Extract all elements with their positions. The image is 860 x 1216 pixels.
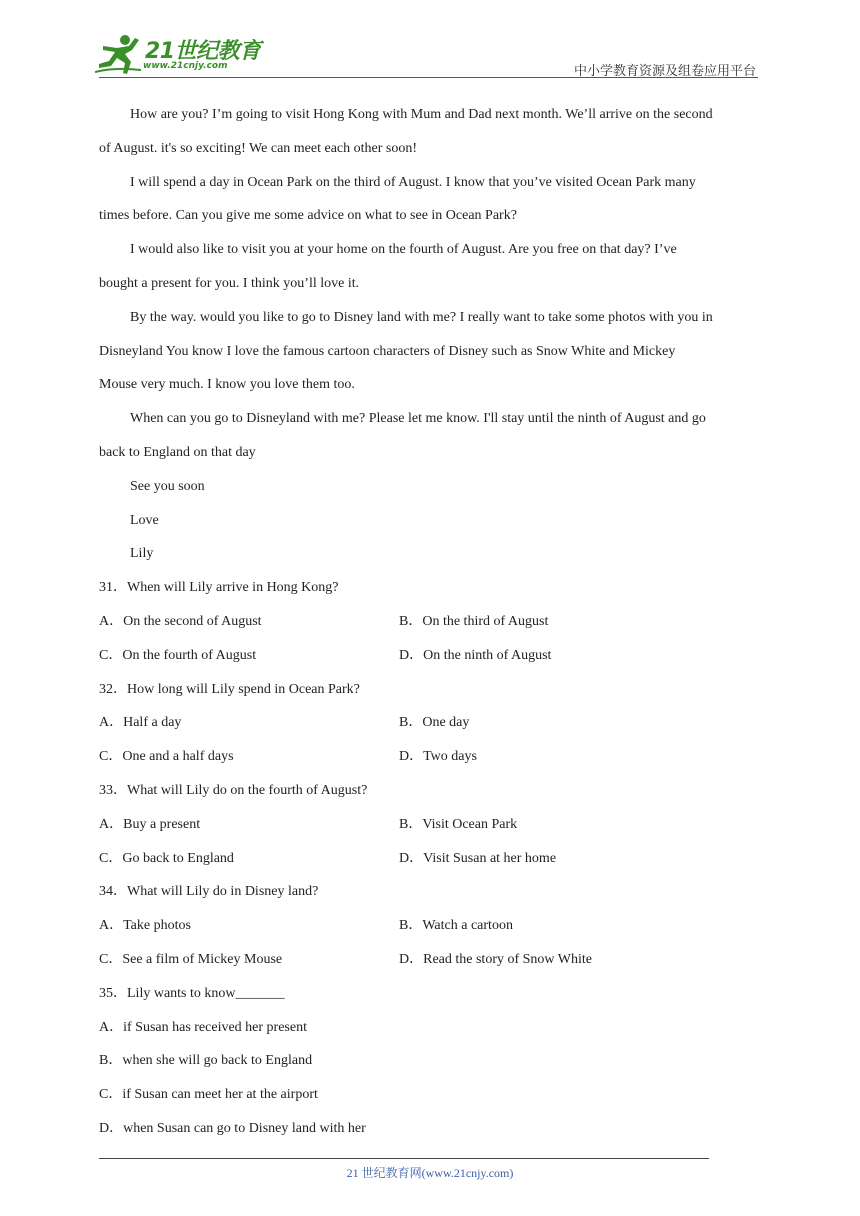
letter-line: When can you go to Disneyland with me? Please let me know. I'll stay until the ninth of August and go xyxy=(130,411,706,427)
letter-signature: Lily xyxy=(130,546,154,562)
option-b[interactable]: B．Visit Ocean Park xyxy=(399,816,518,832)
option-d[interactable]: D．On the ninth of August xyxy=(399,647,552,663)
option-d[interactable]: D．Read the story of Snow White xyxy=(399,951,592,967)
question-35 xyxy=(99,977,763,1146)
question-stem: 31．When will Lily arrive in Hong Kong? xyxy=(99,580,339,596)
question-32 xyxy=(99,673,763,774)
letter-line: I will spend a day in Ocean Park on the third of August. I know that you’ve visited Ocean Park many xyxy=(130,174,696,190)
letter-line: How are you? I’m going to visit Hong Kong with Mum and Dad next month. We’ll arrive on the second xyxy=(130,107,713,122)
option-c[interactable]: C．if Susan can meet her at the airport xyxy=(99,1087,318,1103)
question-stem: 34．What will Lily do in Disney land? xyxy=(99,884,319,900)
letter-line: I would also like to visit you at your home on the fourth of August. Are you free on that day? I’ve xyxy=(130,242,677,258)
letter-line: back to England on that day xyxy=(99,444,256,460)
document-body xyxy=(99,98,763,1146)
question-stem: 35．Lily wants to know_______ xyxy=(99,985,285,1001)
option-d[interactable]: D．Two days xyxy=(399,749,477,765)
letter xyxy=(99,98,763,571)
option-a[interactable]: A．Take photos xyxy=(99,918,191,934)
header-divider xyxy=(99,77,758,78)
logo-brand-text: 21世纪教育 xyxy=(145,39,261,64)
letter-line: Mouse very much. I know you love them too. xyxy=(99,377,355,393)
letter-line: times before. Can you give me some advice on what to see in Ocean Park? xyxy=(99,208,517,224)
letter-line: Disneyland You know I love the famous cartoon characters of Disney such as Snow White and Mickey xyxy=(99,343,676,359)
runner-logo-icon xyxy=(95,34,143,76)
letter-line: bought a present for you. I think you’ll love it. xyxy=(99,275,360,291)
question-34 xyxy=(99,875,763,976)
option-b[interactable]: B．One day xyxy=(399,715,470,731)
option-c[interactable]: C．On the fourth of August xyxy=(99,647,257,663)
letter-line: of August. it's so exciting! We can meet each other soon! xyxy=(99,140,418,156)
option-c[interactable]: C．One and a half days xyxy=(99,749,234,765)
letter-line: By the way. would you like to go to Disney land with me? I really want to take some photos with you in xyxy=(130,309,713,325)
option-d[interactable]: D．Visit Susan at her home xyxy=(399,850,557,866)
letter-closing: Love xyxy=(130,512,159,528)
option-c[interactable]: C．Go back to England xyxy=(99,850,234,866)
option-c[interactable]: C．See a film of Mickey Mouse xyxy=(99,951,283,967)
site-logo[interactable] xyxy=(95,34,261,76)
option-b[interactable]: B．when she will go back to England xyxy=(99,1053,313,1069)
option-a[interactable]: A．Buy a present xyxy=(99,816,201,832)
option-a[interactable]: A．On the second of August xyxy=(99,613,262,629)
option-a[interactable]: A．if Susan has received her present xyxy=(99,1019,307,1035)
option-a[interactable]: A．Half a day xyxy=(99,715,182,731)
page-footer[interactable]: 21 世纪教育网(www.21cnjy.com) xyxy=(346,1166,514,1180)
page-header xyxy=(0,0,860,80)
option-d[interactable]: D．when Susan can go to Disney land with her xyxy=(99,1120,366,1136)
question-stem: 32．How long will Lily spend in Ocean Park? xyxy=(99,681,360,697)
question-stem: 33．What will Lily do on the fourth of August? xyxy=(99,782,368,798)
footer-divider xyxy=(99,1158,709,1159)
logo-url-text: www.21cnjy.com xyxy=(143,61,228,71)
option-b[interactable]: B．On the third of August xyxy=(399,613,549,629)
option-b[interactable]: B．Watch a cartoon xyxy=(399,918,513,934)
question-33 xyxy=(99,774,763,875)
question-31 xyxy=(99,571,763,672)
letter-closing: See you soon xyxy=(130,478,205,494)
platform-title: 中小学教育资源及组卷应用平台 xyxy=(573,64,756,79)
